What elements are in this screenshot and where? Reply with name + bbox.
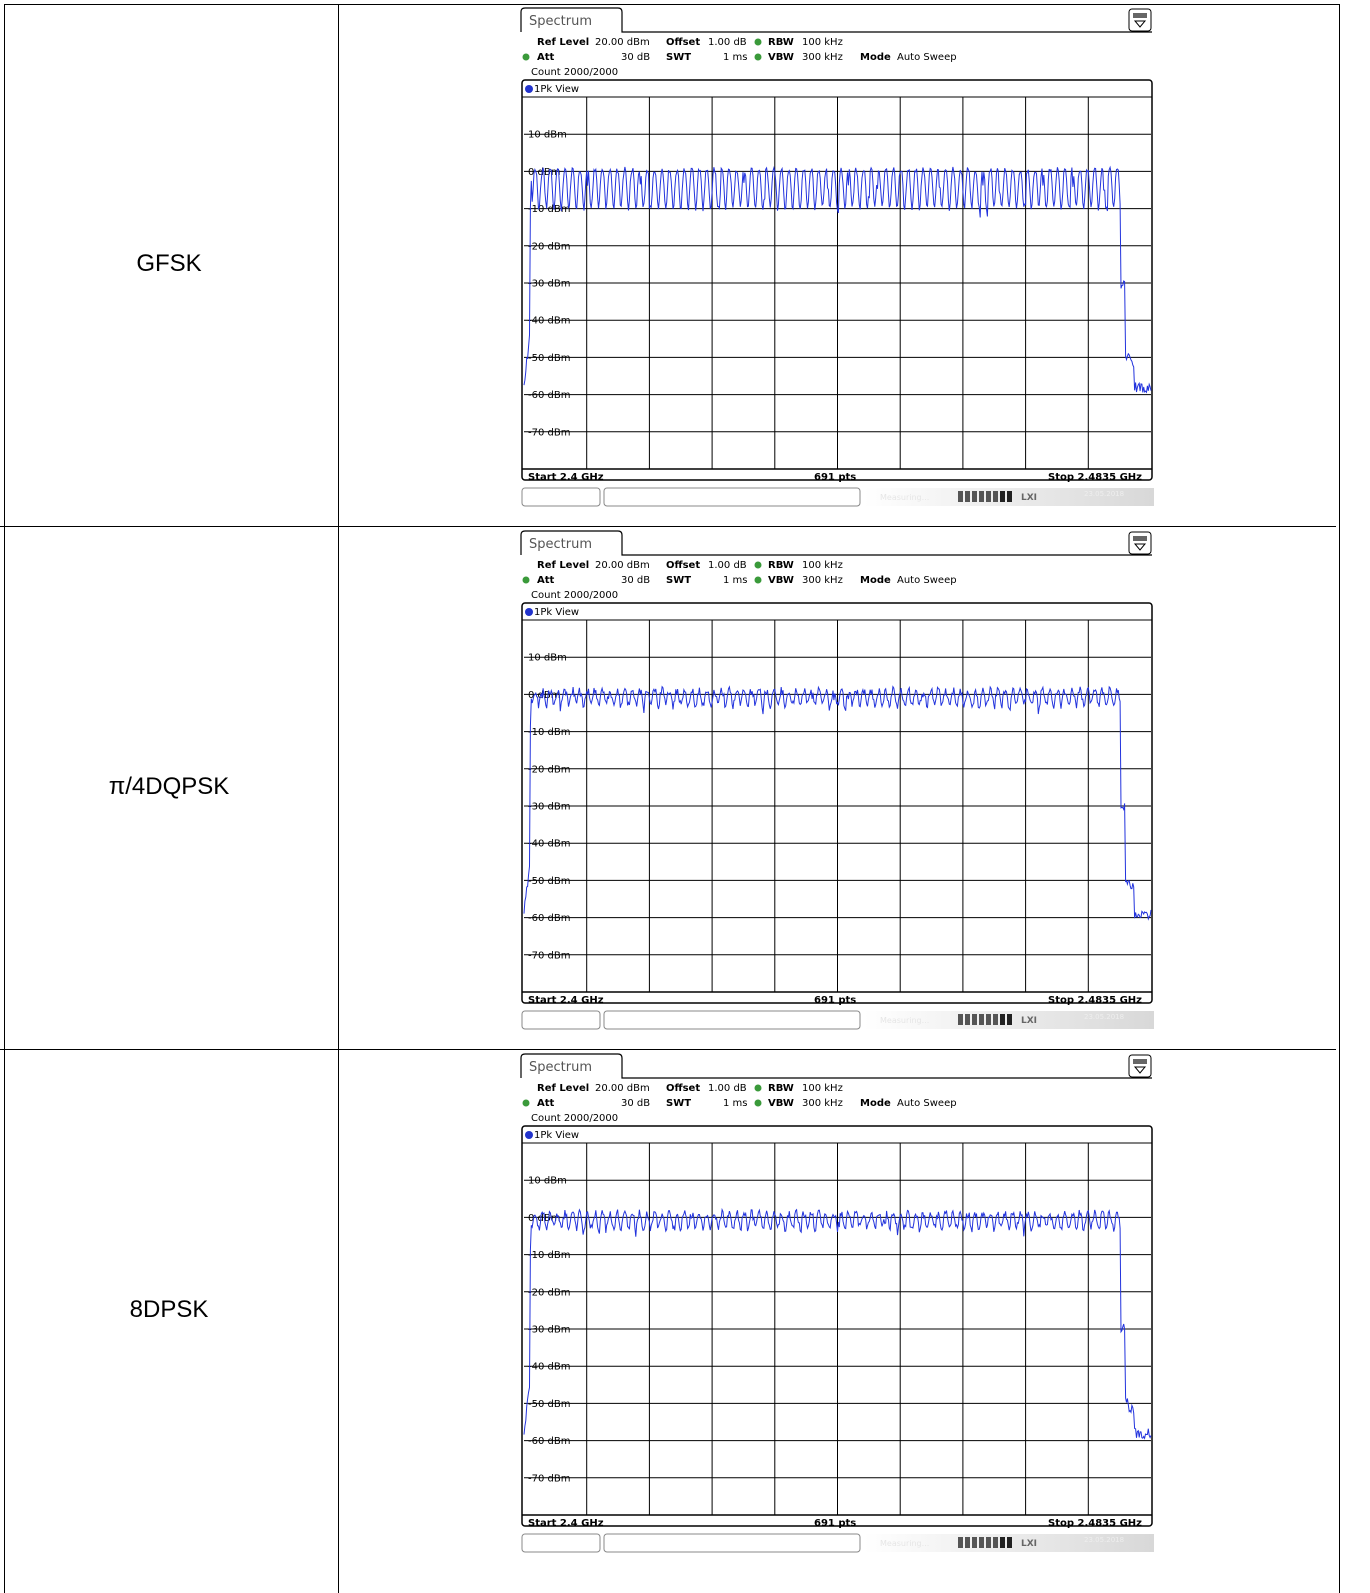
status-dot bbox=[523, 1100, 530, 1107]
rbw-value: 100 kHz bbox=[802, 37, 843, 48]
mode-label: Mode bbox=[860, 1098, 891, 1109]
progress-segment bbox=[965, 1014, 970, 1025]
progress-segment bbox=[986, 491, 991, 502]
menu-icon-bar bbox=[1133, 536, 1147, 541]
progress-segment bbox=[986, 1014, 991, 1025]
vbw-value: 300 kHz bbox=[802, 1098, 843, 1109]
tick-label-bg bbox=[527, 912, 566, 924]
start-frequency: Start 2.4 GHz bbox=[528, 472, 604, 483]
offset-label: Offset bbox=[666, 1083, 701, 1094]
tab-spectrum: Spectrum bbox=[529, 1060, 592, 1075]
mode-value: Auto Sweep bbox=[897, 1098, 957, 1109]
progress-segment bbox=[979, 1537, 984, 1548]
tick-label-bg bbox=[527, 1249, 566, 1261]
ref-level-value: 20.00 dBm bbox=[595, 37, 650, 48]
progress-segment bbox=[1000, 1537, 1005, 1548]
att-label: Att bbox=[537, 1098, 555, 1109]
status-dot bbox=[755, 1085, 762, 1092]
y-tick-label: -50 dBm bbox=[528, 1398, 571, 1410]
att-label: Att bbox=[537, 52, 555, 63]
column-divider bbox=[338, 4, 339, 1593]
sweep-points: 691 pts bbox=[814, 472, 857, 483]
y-tick-label: -70 dBm bbox=[528, 950, 571, 962]
att-value: 30 dB bbox=[621, 1098, 651, 1109]
menu-icon-bar bbox=[1133, 13, 1147, 18]
status-field bbox=[522, 488, 600, 506]
progress-segment bbox=[965, 491, 970, 502]
y-tick-label: -40 dBm bbox=[528, 838, 571, 850]
offset-value: 1.00 dB bbox=[708, 1083, 747, 1094]
ref-level-label: Ref Level bbox=[537, 37, 590, 48]
vbw-value: 300 kHz bbox=[802, 52, 843, 63]
date-stamp: 23.05.2018 bbox=[1084, 1013, 1125, 1021]
sweep-points: 691 pts bbox=[814, 1518, 857, 1529]
ref-level-label: Ref Level bbox=[537, 560, 590, 571]
rbw-label: RBW bbox=[768, 560, 794, 571]
y-tick-label: -10 dBm bbox=[528, 727, 571, 739]
y-tick-label: -20 dBm bbox=[528, 764, 571, 776]
status-dot bbox=[755, 39, 762, 46]
y-tick-label: -60 dBm bbox=[528, 913, 571, 925]
swt-label: SWT bbox=[666, 575, 692, 586]
spectrum-screenshot-8dpsk bbox=[518, 1050, 1158, 1560]
y-tick-label: 10 dBm bbox=[528, 129, 567, 141]
y-tick-label: -50 dBm bbox=[528, 352, 571, 364]
ref-level-value: 20.00 dBm bbox=[595, 560, 650, 571]
progress-segment bbox=[1000, 1014, 1005, 1025]
stop-frequency: Stop 2.4835 GHz bbox=[1048, 995, 1142, 1006]
status-message-field bbox=[604, 1011, 860, 1029]
y-tick-label: 0 dBm bbox=[528, 689, 561, 701]
tick-label-bg bbox=[527, 165, 554, 177]
progress-segment bbox=[1007, 491, 1012, 502]
tick-label-bg bbox=[527, 763, 566, 775]
count-value: Count 2000/2000 bbox=[531, 67, 619, 78]
y-tick-label: -10 dBm bbox=[528, 204, 571, 216]
start-frequency: Start 2.4 GHz bbox=[528, 995, 604, 1006]
status-dot bbox=[755, 54, 762, 61]
y-tick-label: -10 dBm bbox=[528, 1250, 571, 1262]
tick-label-bg bbox=[527, 314, 566, 326]
offset-label: Offset bbox=[666, 37, 701, 48]
y-tick-label: -40 dBm bbox=[528, 1361, 571, 1373]
tick-label-bg bbox=[527, 949, 566, 961]
tick-label-bg bbox=[527, 1397, 566, 1409]
progress-segment bbox=[1007, 1014, 1012, 1025]
swt-label: SWT bbox=[666, 1098, 692, 1109]
stop-frequency: Stop 2.4835 GHz bbox=[1048, 1518, 1142, 1529]
tick-label-bg bbox=[527, 128, 560, 140]
tick-label-bg bbox=[527, 1323, 566, 1335]
status-message-field bbox=[604, 1534, 860, 1552]
progress-segment bbox=[1000, 491, 1005, 502]
spectrum-screenshot-pi4dqpsk bbox=[518, 527, 1158, 1037]
swt-value: 1 ms bbox=[723, 1098, 748, 1109]
spectrum-display bbox=[518, 527, 1158, 1037]
start-frequency: Start 2.4 GHz bbox=[528, 1518, 604, 1529]
rbw-label: RBW bbox=[768, 1083, 794, 1094]
tick-label-bg bbox=[527, 1360, 566, 1372]
vbw-label: VBW bbox=[768, 1098, 794, 1109]
progress-segment bbox=[993, 1014, 998, 1025]
mode-label: Mode bbox=[860, 575, 891, 586]
rbw-value: 100 kHz bbox=[802, 560, 843, 571]
trace-label: 1Pk View bbox=[534, 84, 580, 95]
lxi-icon: LXI bbox=[1021, 1539, 1038, 1549]
offset-value: 1.00 dB bbox=[708, 37, 747, 48]
spectrum-screenshot-gfsk bbox=[518, 4, 1158, 514]
tick-label-bg bbox=[527, 240, 566, 252]
tick-label-bg bbox=[527, 726, 566, 738]
spectrum-display bbox=[518, 1050, 1158, 1560]
progress-segment bbox=[1007, 1537, 1012, 1548]
trace-indicator bbox=[525, 1131, 533, 1139]
status-dot bbox=[523, 577, 530, 584]
tick-label-bg bbox=[527, 1174, 560, 1186]
stop-frequency: Stop 2.4835 GHz bbox=[1048, 472, 1142, 483]
mode-value: Auto Sweep bbox=[897, 575, 957, 586]
tab-outline bbox=[521, 8, 1152, 32]
tick-label-bg bbox=[527, 277, 566, 289]
vbw-label: VBW bbox=[768, 52, 794, 63]
y-tick-label: 0 dBm bbox=[528, 166, 561, 178]
date-stamp: 23.05.2018 bbox=[1084, 490, 1125, 498]
tick-label-bg bbox=[527, 651, 560, 663]
tick-label-bg bbox=[527, 800, 566, 812]
tick-label-bg bbox=[527, 389, 566, 401]
ref-level-label: Ref Level bbox=[537, 1083, 590, 1094]
rbw-value: 100 kHz bbox=[802, 1083, 843, 1094]
tick-label-bg bbox=[527, 1472, 566, 1484]
progress-segment bbox=[972, 1014, 977, 1025]
tick-label-bg bbox=[527, 1286, 566, 1298]
lxi-icon: LXI bbox=[1021, 493, 1038, 503]
y-tick-label: -70 dBm bbox=[528, 1473, 571, 1485]
status-field bbox=[522, 1011, 600, 1029]
status-dot bbox=[755, 1100, 762, 1107]
trace-label: 1Pk View bbox=[534, 607, 580, 618]
y-tick-label: -30 dBm bbox=[528, 801, 571, 813]
ref-level-value: 20.00 dBm bbox=[595, 1083, 650, 1094]
tab-outline bbox=[521, 531, 1152, 555]
status-field bbox=[522, 1534, 600, 1552]
progress-segment bbox=[958, 491, 963, 502]
att-value: 30 dB bbox=[621, 575, 651, 586]
tab-outline bbox=[521, 1054, 1152, 1078]
mode-label: Mode bbox=[860, 52, 891, 63]
vbw-label: VBW bbox=[768, 575, 794, 586]
y-tick-label: 10 dBm bbox=[528, 1175, 567, 1187]
status-message-field bbox=[604, 488, 860, 506]
y-tick-label: 0 dBm bbox=[528, 1212, 561, 1224]
trace-label: 1Pk View bbox=[534, 1130, 580, 1141]
y-tick-label: -40 dBm bbox=[528, 315, 571, 327]
y-tick-label: 10 dBm bbox=[528, 652, 567, 664]
swt-value: 1 ms bbox=[723, 575, 748, 586]
y-tick-label: -30 dBm bbox=[528, 1324, 571, 1336]
modulation-label: π/4DQPSK bbox=[108, 773, 230, 800]
y-tick-label: -60 dBm bbox=[528, 1436, 571, 1448]
modulation-label: GFSK bbox=[136, 250, 202, 277]
measuring-status: Measuring... bbox=[880, 1539, 930, 1548]
progress-segment bbox=[979, 1014, 984, 1025]
progress-segment bbox=[979, 491, 984, 502]
menu-icon-bar bbox=[1133, 1059, 1147, 1064]
att-label: Att bbox=[537, 575, 555, 586]
count-value: Count 2000/2000 bbox=[531, 1113, 619, 1124]
swt-label: SWT bbox=[666, 52, 692, 63]
count-value: Count 2000/2000 bbox=[531, 590, 619, 601]
modulation-label: 8DPSK bbox=[129, 1296, 209, 1323]
progress-segment bbox=[958, 1014, 963, 1025]
status-dot bbox=[755, 577, 762, 584]
lxi-icon: LXI bbox=[1021, 1016, 1038, 1026]
measuring-status: Measuring... bbox=[880, 1016, 930, 1025]
tick-label-bg bbox=[527, 426, 566, 438]
status-dot bbox=[755, 562, 762, 569]
tab-spectrum: Spectrum bbox=[529, 14, 592, 29]
y-tick-label: -50 dBm bbox=[528, 875, 571, 887]
progress-segment bbox=[986, 1537, 991, 1548]
trace-indicator bbox=[525, 608, 533, 616]
spectrum-display bbox=[518, 4, 1158, 514]
progress-segment bbox=[958, 1537, 963, 1548]
date-stamp: 23.05.2018 bbox=[1084, 1536, 1125, 1544]
y-tick-label: -20 dBm bbox=[528, 1287, 571, 1299]
progress-segment bbox=[972, 1537, 977, 1548]
y-tick-label: -60 dBm bbox=[528, 390, 571, 402]
tab-spectrum: Spectrum bbox=[529, 537, 592, 552]
sweep-points: 691 pts bbox=[814, 995, 857, 1006]
tick-label-bg bbox=[527, 1435, 566, 1447]
y-tick-label: -20 dBm bbox=[528, 241, 571, 253]
swt-value: 1 ms bbox=[723, 52, 748, 63]
tick-label-bg bbox=[527, 874, 566, 886]
mode-value: Auto Sweep bbox=[897, 52, 957, 63]
progress-segment bbox=[993, 491, 998, 502]
vbw-value: 300 kHz bbox=[802, 575, 843, 586]
att-value: 30 dB bbox=[621, 52, 651, 63]
offset-value: 1.00 dB bbox=[708, 560, 747, 571]
trace-indicator bbox=[525, 85, 533, 93]
tick-label-bg bbox=[527, 351, 566, 363]
rbw-label: RBW bbox=[768, 37, 794, 48]
offset-label: Offset bbox=[666, 560, 701, 571]
status-dot bbox=[523, 54, 530, 61]
measuring-status: Measuring... bbox=[880, 493, 930, 502]
progress-segment bbox=[993, 1537, 998, 1548]
y-tick-label: -70 dBm bbox=[528, 427, 571, 439]
y-tick-label: -30 dBm bbox=[528, 278, 571, 290]
progress-segment bbox=[972, 491, 977, 502]
progress-segment bbox=[965, 1537, 970, 1548]
tick-label-bg bbox=[527, 837, 566, 849]
